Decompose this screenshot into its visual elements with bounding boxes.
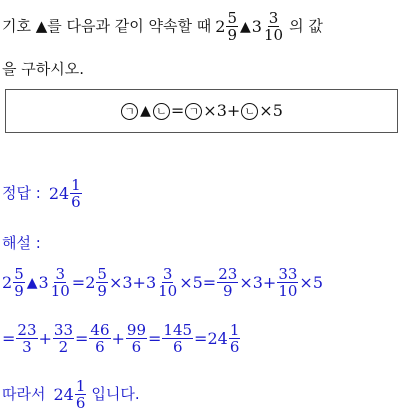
fraction-denominator: 6 [131, 338, 142, 357]
fraction-numerator: 23 [218, 265, 238, 283]
fraction-denominator: 10 [50, 282, 70, 301]
times-sign: × [259, 101, 273, 120]
operator: ×3+ [108, 272, 146, 292]
fraction-numerator: 1 [71, 176, 81, 194]
fraction-denominator: 10 [263, 26, 284, 45]
fraction [126, 322, 147, 355]
fraction-numerator: 5 [97, 265, 107, 283]
equals-sign: = [75, 328, 89, 348]
fraction-denominator: 3 [22, 338, 32, 357]
explanation-line-3 [2, 378, 140, 411]
circled-nieun-icon: ㄴ [153, 103, 170, 120]
fraction-denominator: 2 [58, 338, 69, 357]
fraction-denominator: 6 [95, 338, 105, 357]
fraction [50, 266, 71, 299]
plus-sign: + [38, 328, 52, 348]
times-sign: × [203, 101, 217, 120]
explanation-label: 해설 : [2, 234, 41, 252]
question-line-2 [2, 62, 84, 77]
definition-formula [120, 103, 283, 120]
fraction-b [263, 10, 284, 43]
operator: ×5 [299, 272, 323, 292]
fraction-numerator: 1 [229, 321, 240, 339]
fraction-numerator: 145 [163, 321, 193, 339]
fraction-numerator: 1 [75, 377, 86, 395]
fraction-denominator: 6 [75, 394, 86, 413]
fraction-denominator: 9 [97, 282, 107, 301]
question-line-1 [2, 10, 323, 43]
number-three: 3 [216, 101, 227, 120]
circled-giyeok-icon: ㄱ [121, 103, 138, 120]
fraction-denominator: 9 [14, 282, 24, 301]
mixed-whole: 3 [145, 272, 157, 292]
fraction [16, 322, 37, 355]
fraction-a [226, 10, 238, 43]
fraction-numerator: 99 [126, 321, 146, 339]
explanation-line-1 [2, 266, 323, 299]
conclusion-prefix: 따라서 [2, 385, 46, 404]
equals-sign: = [170, 101, 185, 120]
fraction [96, 266, 108, 299]
fraction [157, 266, 178, 299]
answer-line [2, 177, 83, 210]
fraction-denominator: 6 [229, 338, 240, 357]
fraction [217, 266, 238, 299]
mixed-whole: 2 [2, 272, 13, 292]
fraction-numerator: 5 [227, 9, 237, 27]
conclusion-suffix: 입니다. [91, 385, 140, 404]
fraction-numerator: 3 [162, 265, 173, 283]
fraction-numerator: 5 [14, 265, 24, 283]
fraction-denominator: 10 [278, 282, 298, 301]
fraction-numerator: 46 [90, 321, 110, 339]
circled-giyeok-icon: ㄱ [185, 103, 202, 120]
fraction-numerator: 3 [268, 9, 279, 27]
number-five: 5 [272, 101, 283, 120]
plus-sign: + [226, 101, 241, 120]
fraction [53, 322, 74, 355]
triangle-icon: ▲ [240, 18, 251, 35]
question-text-line-2: 을 구하시오. [2, 60, 84, 78]
operator: ×3+ [239, 272, 277, 292]
fraction [277, 266, 298, 299]
triangle-icon: ▲ [140, 103, 151, 119]
triangle-icon: ▲ [26, 274, 38, 291]
answer-whole: 24 [48, 183, 70, 203]
mixed-whole: 3 [38, 272, 49, 292]
mixed-number-a-whole: 2 [215, 16, 226, 36]
equals-sign: = [71, 272, 86, 292]
fraction-denominator: 6 [172, 338, 183, 357]
equals-sign: = [194, 328, 208, 348]
definition-box [5, 89, 398, 133]
equals-sign: = [148, 328, 162, 348]
answer-label: 정답 : [2, 184, 41, 203]
explanation-line-2 [2, 322, 241, 355]
question-text-part-a: 기호 ▲를 다음과 같이 약속할 때 [2, 17, 212, 36]
equals-sign: = [2, 328, 16, 348]
circled-nieun-icon: ㄴ [241, 103, 258, 120]
question-text-part-b: 의 값 [289, 17, 323, 36]
mixed-whole: 24 [53, 384, 74, 404]
fraction [75, 378, 87, 411]
answer-fraction [70, 177, 82, 210]
fraction-denominator: 9 [227, 26, 237, 45]
fraction-denominator: 6 [71, 193, 81, 212]
fraction-denominator: 10 [158, 282, 178, 301]
mixed-whole: 2 [85, 272, 96, 292]
fraction [89, 322, 110, 355]
fraction [13, 266, 25, 299]
explanation-label-line [2, 236, 41, 251]
plus-sign: + [111, 328, 125, 348]
fraction [229, 322, 241, 355]
fraction-denominator: 9 [222, 282, 233, 301]
fraction [162, 322, 193, 355]
operator: ×5= [179, 272, 217, 292]
fraction-numerator: 33 [53, 321, 73, 339]
fraction-numerator: 33 [278, 265, 298, 283]
fraction-numerator: 3 [55, 265, 66, 283]
mixed-whole: 24 [207, 328, 228, 348]
mixed-number-b-whole: 3 [251, 16, 262, 36]
fraction-numerator: 23 [17, 321, 37, 339]
